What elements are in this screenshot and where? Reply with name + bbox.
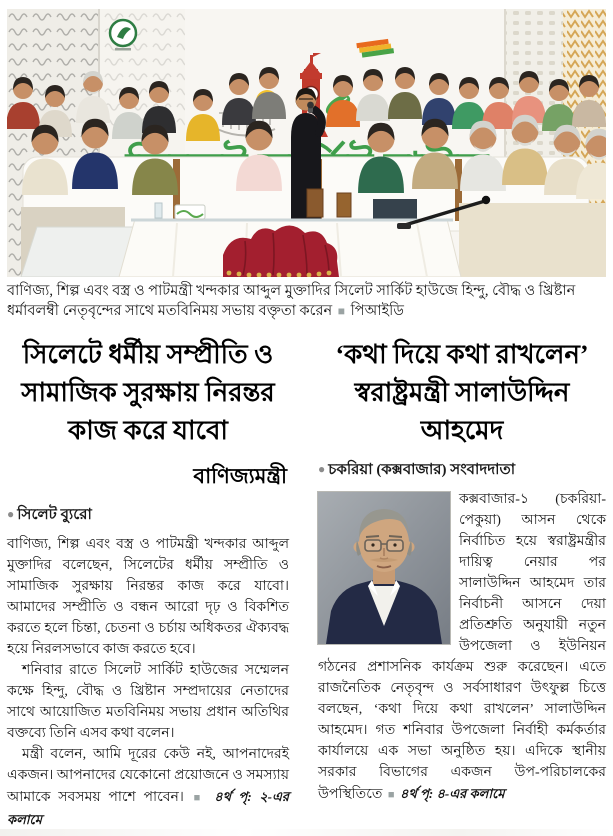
- right-byline: [318, 458, 606, 483]
- right-paragraph-1-text: কক্সবাজার-১ (চকরিয়া-পেকুয়া) আসন থেকে নির্বাচিত হয়ে স্বরাষ্ট্রমন্ত্রীর দায়িত্ব নেয়ার পর সালাউদ্দিন আহমেদ তার নির্বাচনী আসনে দেয়া প্রতিশ্রুতি অনুযায়ী নতুন উপজেলা ও ইউনিয়ন গঠনের প্রশাসনিক কার্যক্রম শুরু করেছেন। এতে রাজনৈতিক নেতৃবৃন্দ ও সর্বসাধারণ উৎফুল্ল চিত্তে বলছেন, ‘কথা দিয়ে কথা রাখলেন’ সালাউদ্দিন আহমেদ। গত শনিবার উপজেলা নির্বাহী কর্মকর্তার কার্যালয়ে এক সভা অনুষ্ঠিত হয়। এদিকে স্থানীয় সরকার বিভাগের একজন উপ-পরিচালকের উপস্থিতিতে: [318, 492, 606, 802]
- caption-text: বাণিজ্য, শিল্প এবং বস্ত্র ও পাটমন্ত্রী খন্দকার আব্দুল মুক্তাদির সিলেট সার্কিট হাউজে হিন্দু, বৌদ্ধ ও খ্রিষ্টান ধর্মাবলম্বী নেতৃবৃন্দের সাথে মতবিনিময় সভায় বক্তৃতা করেন: [7, 283, 576, 319]
- jump-square-icon: ■: [387, 789, 395, 801]
- jump-square-icon: ■: [193, 792, 205, 804]
- left-byline: [7, 503, 289, 528]
- byline-bullet-icon: ●: [7, 507, 15, 521]
- left-paragraph-3: [7, 744, 289, 831]
- left-jump-line: ৪র্থ পৃ: ২-এর কলামে: [7, 789, 290, 827]
- right-jump-line: ৪র্থ পৃ: ৪-এর কলামে: [399, 786, 505, 801]
- right-byline-text: চকরিয়া (কক্সবাজার) সংবাদদাতা: [328, 462, 516, 478]
- portrait-illustration: [318, 492, 450, 644]
- tissue-box-icon: [175, 205, 205, 219]
- lead-photo: [7, 9, 606, 277]
- caption-credit-square-icon: ■: [337, 303, 346, 318]
- lead-photo-illustration: [7, 9, 606, 277]
- left-subhead: বাণিজ্যমন্ত্রী: [193, 464, 287, 488]
- scan-artifact: [0, 829, 613, 836]
- article-right: [318, 336, 606, 806]
- portrait-photo: [318, 492, 450, 644]
- left-headline: সিলেটে ধর্মীয় সম্প্রীতি ও সামাজিক সুরক্ষায় নিরন্তর কাজ করে যাবো: [21, 340, 275, 445]
- microphone-icon: [307, 102, 314, 113]
- byline-bullet-icon: ●: [318, 462, 326, 476]
- photo-caption: [7, 282, 606, 321]
- left-byline-text: সিলেট ব্যুরো: [17, 507, 92, 523]
- wooden-plaque: [337, 193, 351, 217]
- article-left: [7, 336, 289, 831]
- right-body: [318, 489, 606, 806]
- caption-credit: পিআইডি: [350, 302, 404, 319]
- left-paragraph-3-text: মন্ত্রী বলেন, আমি দূরের কেউ নই, আপনাদেরই একজন। আপনাদের যেকোনো প্রয়োজনে ও সমস্যায় আমাকে সবসময় পাশে পাবেন।: [7, 747, 289, 805]
- water-glass-icon: [155, 203, 162, 218]
- left-paragraph-1: বাণিজ্য, শিল্প এবং বস্ত্র ও পাটমন্ত্রী খন্দকার আব্দুল মুক্তাদির বলেছেন, সিলেটের ধর্মীয় সম্প্রীতি ও সামাজিক সুরক্ষায় নিরন্তর কাজ করে যাবো। আমাদের সম্প্রীতি ও বন্ধন আরো দৃঢ় ও বিকশিত করতে হলে চিন্তা, চেতনা ও চর্চায় অধিকতর ঐক্যবদ্ধ হয়ে নিরলসভাবে কাজ করতে হবে।: [7, 537, 289, 657]
- right-headline: ‘কথা দিয়ে কথা রাখলেন’ স্বরাষ্ট্রমন্ত্রী সালাউদ্দিন আহমেদ: [335, 340, 589, 445]
- wooden-plaque: [307, 189, 323, 217]
- left-paragraph-2: শনিবার রাতে সিলেট সার্কিট হাউজের সম্মেলন কক্ষে হিন্দু, বৌদ্ধ ও খ্রিষ্টান সম্প্রদায়ের নেতাদের সাথে আয়োজিত মতবিনিময় সভায় প্রধান অতিথির বক্তব্যে তিনি এসব কথা বলেন।: [7, 663, 289, 741]
